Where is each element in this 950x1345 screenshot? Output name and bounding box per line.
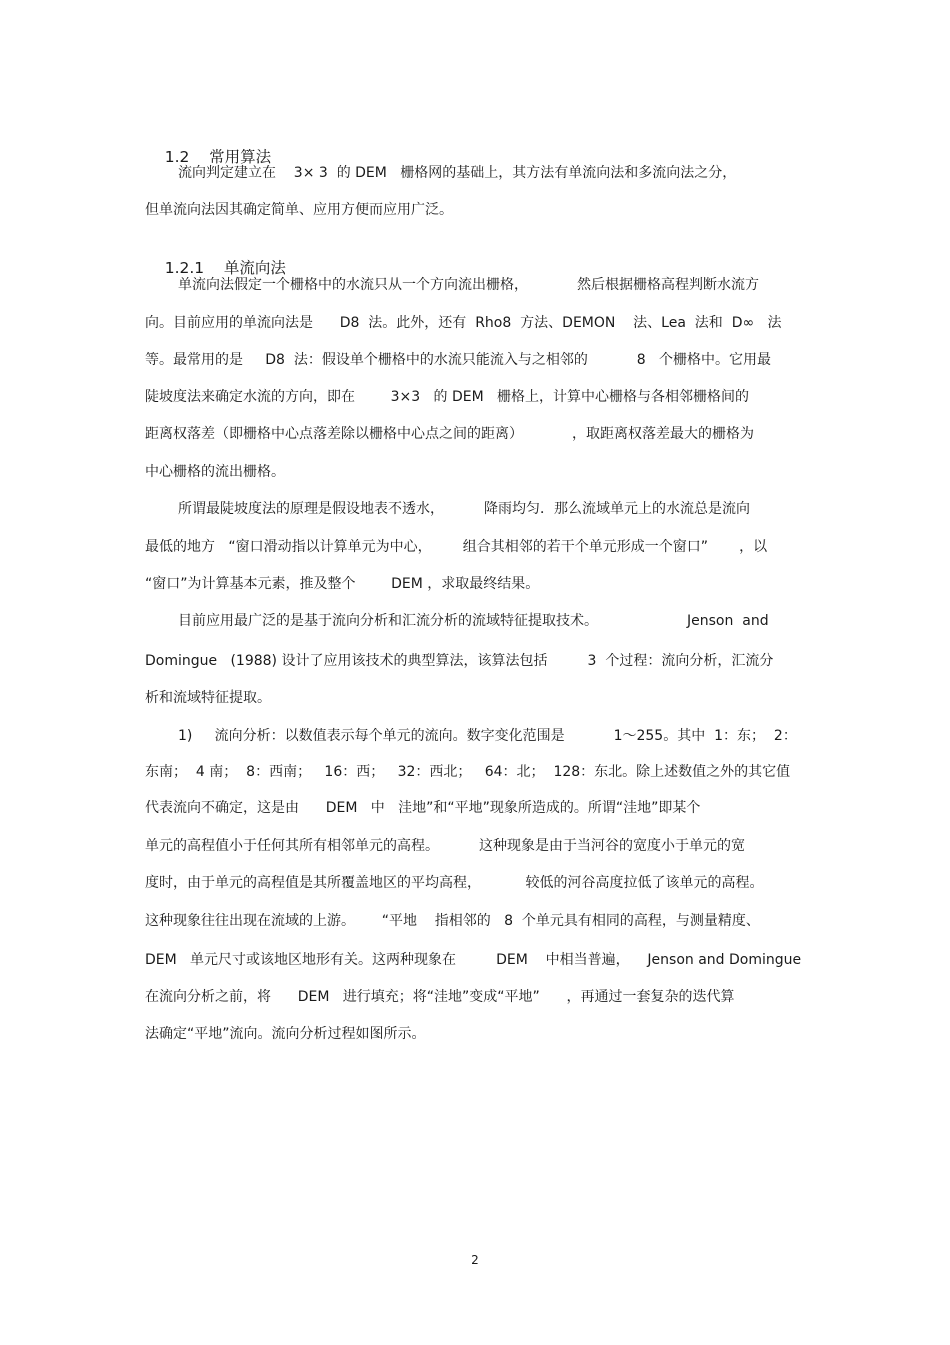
para4-line-8: 在流向分析之前，将 DEM 进行填充；将“洼地”变成“平地” ，再通过一套复杂的迭代算 <box>145 989 735 1005</box>
para3-line-2: Domingue (1988) 设计了应用该技术的典型算法，该算法包括 3 个过程：流向分析，汇流分 <box>145 653 774 669</box>
para4-line-2: 东南； 4 南； 8：西南； 16：西； 32：西北； 64：北； 128：东北。除上述数值之外的其它值 <box>145 764 791 780</box>
section-title: 常用算法 <box>209 148 272 166</box>
para4-line-6: 这种现象往往出现在流域的上游。 “平地 指相邻的 8 个单元具有相同的高程，与测量精度、 <box>145 913 760 929</box>
subsection-number: 1.2.1 <box>164 259 205 277</box>
para1-line-4: 陡坡度法来确定水流的方向，即在 3×3 的 DEM 栅格上，计算中心栅格与各相邻栅格间的 <box>145 389 750 405</box>
para4-line-5: 度时，由于单元的高程值是其所覆盖地区的平均高程， 较低的河谷高度拉低了该单元的高程。 <box>145 875 764 891</box>
para1-line-5: 距离权落差（即栅格中心点落差除以栅格中心点之间的距离） ，取距离权落差最大的栅格为 <box>145 426 754 442</box>
para1-line-3: 等。最常用的是 D8 法：假设单个栅格中的水流只能流入与之相邻的 8 个栅格中。它用最 <box>145 352 772 368</box>
page-number: 2 <box>471 1253 479 1267</box>
para3-line-3: 析和流域特征提取。 <box>145 690 271 706</box>
para4-line-9: 法确定“平地”流向。流向分析过程如图所示。 <box>145 1026 426 1042</box>
para1-line-6: 中心栅格的流出栅格。 <box>145 464 285 480</box>
subsection-title: 单流向法 <box>223 259 286 277</box>
para2-line-1: 所谓最陡坡度法的原理是假设地表不透水， 降雨均匀．那么流域单元上的水流总是流向 <box>178 501 751 517</box>
intro-line-2: 但单流向法因其确定简单、应用方便而应用广泛。 <box>145 202 453 218</box>
para1-line-1: 单流向法假定一个栅格中的水流只从一个方向流出栅格， 然后根据栅格高程判断水流方 <box>178 277 759 293</box>
intro-line-1: 流向判定建立在 3× 3 的 DEM 栅格网的基础上，其方法有单流向法和多流向法之分， <box>178 165 737 181</box>
para3-line-1: 目前应用最广泛的是基于流向分析和汇流分析的流域特征提取技术。 Jenson and <box>178 613 769 629</box>
para2-line-3: “窗口”为计算基本元素，推及整个 DEM ，求取最终结果。 <box>145 576 540 592</box>
para2-line-2: 最低的地方 “窗口滑动指以计算单元为中心， 组合其相邻的若干个单元形成一个窗口” ，以 <box>145 539 768 555</box>
para4-line-7: DEM 单元尺寸或该地区地形有关。这两种现象在 DEM 中相当普遍， Jenson and Domingue <box>145 952 802 968</box>
para4-line-4: 单元的高程值小于任何其所有相邻单元的高程。 这种现象是由于当河谷的宽度小于单元的宽 <box>145 838 746 854</box>
para1-line-2: 向。目前应用的单流向法是 D8 法。此外，还有 Rho8 方法、DEMON 法、Lea 法和 D∞ 法 <box>145 315 782 331</box>
para4-line-3: 代表流向不确定，这是由 DEM 中 洼地”和“平地”现象所造成的。所谓“洼地”即某个 <box>145 800 701 816</box>
para4-line-1: 1) 流向分析：以数值表示每个单元的流向。数字变化范围是 1～255。其中 1：东； 2： <box>178 728 797 744</box>
section-number: 1.2 <box>164 148 190 166</box>
